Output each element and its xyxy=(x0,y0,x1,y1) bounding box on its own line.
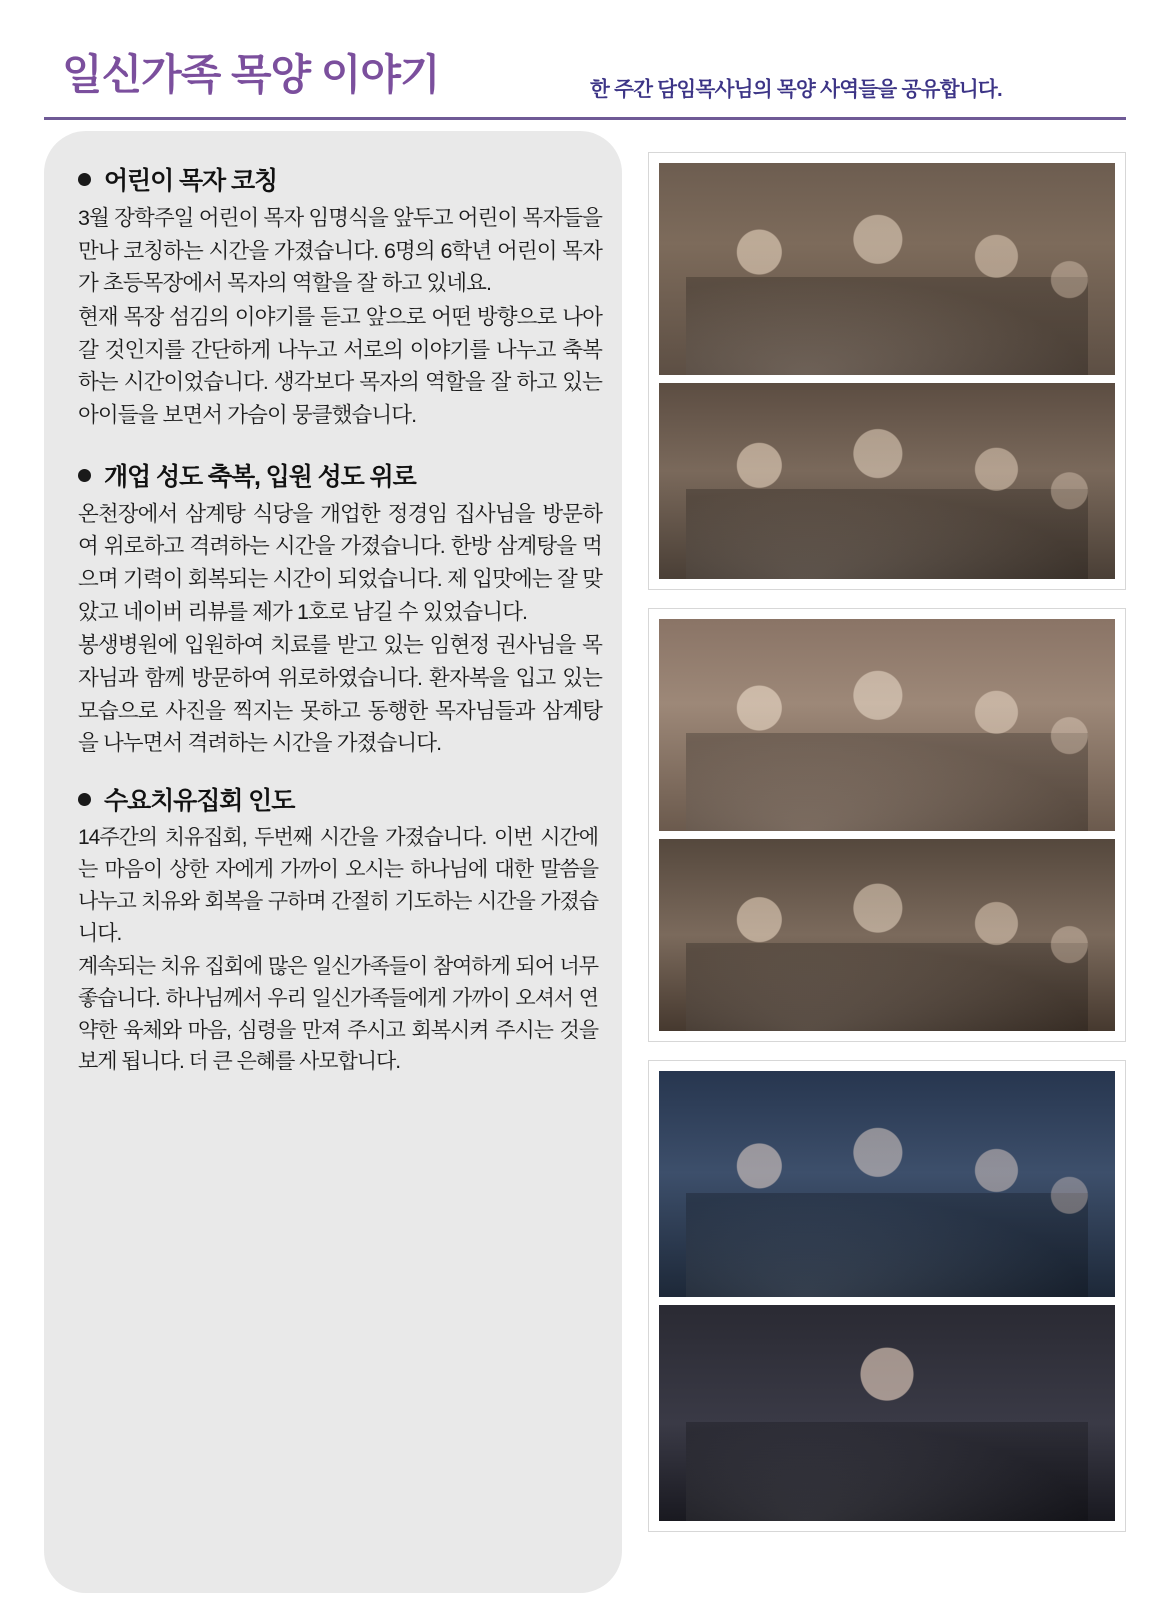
section-paragraph: 계속되는 치유 집회에 많은 일신가족들이 참여하게 되어 너무 좋습니다. 하나님께서 우리 일신가족들에게 가까이 오셔서 연약한 육체와 마음, 심령을 만져 주시고 회복시켜 주시는 것을 보게 됩니다. 더 큰 은혜를 사모합니다. xyxy=(78,954,598,1074)
section-heading xyxy=(78,462,608,492)
hospital-visit-meal-photo xyxy=(659,839,1115,1031)
page-subtitle: 한 주간 담임목사님의 목양 사역들을 공유합니다. xyxy=(590,78,1003,101)
pastor-preaching-photo xyxy=(659,1305,1115,1521)
restaurant-opening-visit-photo xyxy=(659,619,1115,831)
bullet-icon xyxy=(78,793,91,806)
section-wednesday-healing-meeting xyxy=(78,786,608,1078)
section-heading xyxy=(78,786,608,816)
bullet-icon xyxy=(78,173,91,186)
section-paragraph: 현재 목장 섬김의 이야기를 듣고 앞으로 어떤 방향으로 나아갈 것인지를 간단하게 나누고 서로의 이야기를 나누고 축복하는 시간이었습니다. 생각보다 목자의 역할을 잘 하고 있는 아이들을 보면서 가슴이 뭉클했습니다. xyxy=(78,305,602,428)
section-heading xyxy=(78,166,608,196)
section-title: 어린이 목자 코칭 xyxy=(104,167,278,195)
section-paragraph: 3월 장학주일 어린이 목자 임명식을 앞두고 어린이 목자들을 만나 코칭하는 시간을 가졌습니다. 6명의 6학년 어린이 목자가 초등목장에서 목자의 역할을 잘 하고 있네요. xyxy=(78,206,602,296)
article-body xyxy=(78,166,608,1096)
wednesday-healing-prayer-photo xyxy=(659,1071,1115,1297)
header-divider xyxy=(44,117,1126,120)
photo-card-healing-meeting xyxy=(648,1060,1126,1532)
children-shepherd-coaching-photo-1 xyxy=(659,163,1115,375)
section-paragraph: 봉생병원에 입원하여 치료를 받고 있는 임현정 권사님을 목자님과 함께 방문하여 위로하였습니다. 환자복을 입고 있는 모습으로 사진을 찍지는 못하고 동행한 목자님들과 삼계탕을 나누면서 격려하는 시간을 가졌습니다. xyxy=(78,633,602,756)
page-header xyxy=(0,0,1170,118)
photo-column xyxy=(648,152,1126,1550)
section-title: 수요치유집회 인도 xyxy=(104,787,295,816)
children-shepherd-coaching-photo-2 xyxy=(659,383,1115,579)
section-paragraph: 14주간의 치유집회, 두번째 시간을 가졌습니다. 이번 시간에는 마음이 상한 자에게 가까이 오시는 하나님에 대한 말씀을 나누고 치유와 회복을 구하며 간절히 기도하는 시간을 가졌습니다. xyxy=(78,826,598,945)
photo-card-children-coaching xyxy=(648,152,1126,590)
photo-card-member-visits xyxy=(648,608,1126,1042)
page-title: 일신가족 목양 이야기 xyxy=(62,51,440,98)
section-paragraph: 온천장에서 삼계탕 식당을 개업한 정경임 집사님을 방문하여 위로하고 격려하는 시간을 가졌습니다. 한방 삼계탕을 먹으며 기력이 회복되는 시간이 되었습니다. 제 입맛에는 잘 맞았고 네이버 리뷰를 제가 1호로 남길 수 있었습니다. xyxy=(78,501,602,624)
bullet-icon xyxy=(78,469,91,482)
section-children-shepherd-coaching xyxy=(78,166,608,432)
section-title: 개업 성도 축복, 입원 성도 위로 xyxy=(104,462,416,491)
section-member-visits xyxy=(78,462,608,760)
